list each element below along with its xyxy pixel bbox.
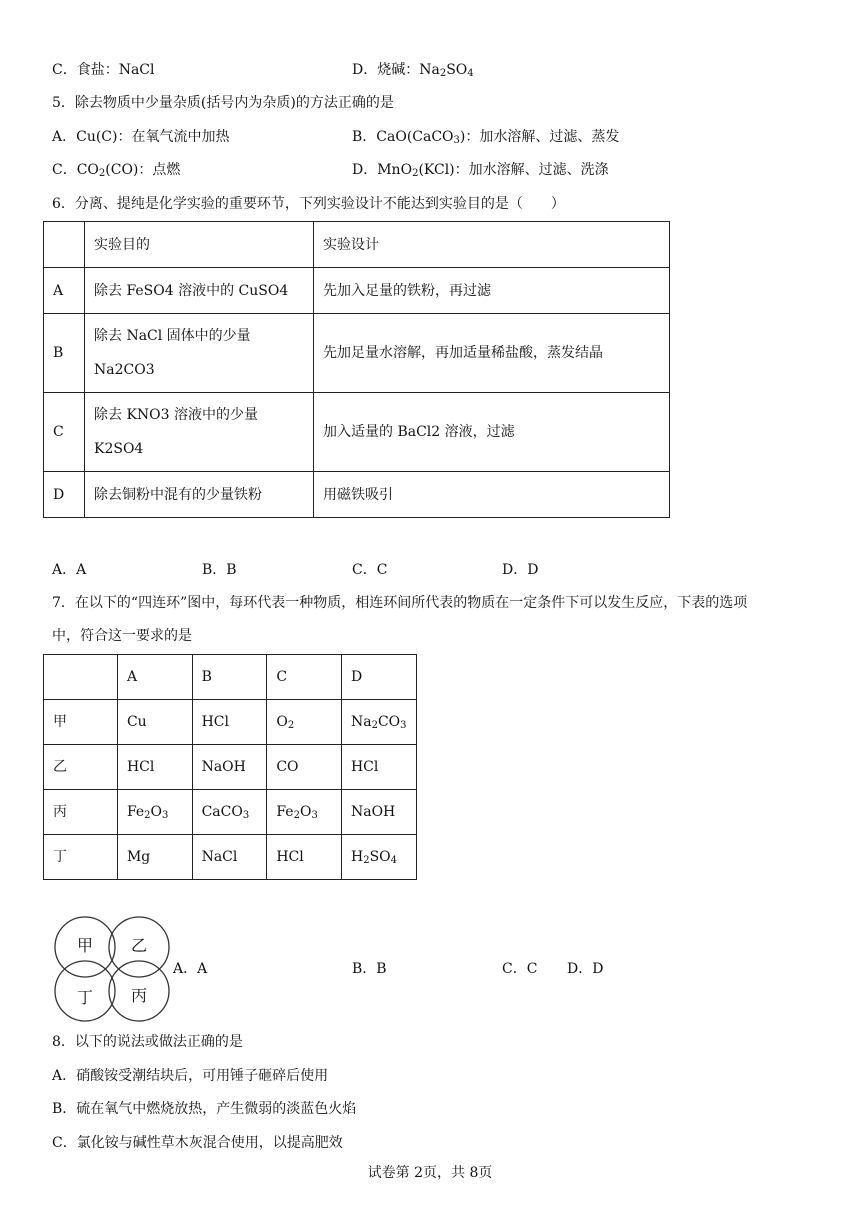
q6-table bbox=[43, 221, 670, 518]
q5-option-c bbox=[52, 160, 180, 180]
q5-c-post: (CO)：点燃 bbox=[105, 162, 181, 178]
table-cell bbox=[341, 700, 416, 745]
table-cell: CO bbox=[267, 745, 342, 790]
q4-option-d bbox=[352, 60, 474, 80]
formula-part: O bbox=[276, 714, 288, 730]
table-header: B bbox=[192, 655, 267, 700]
table-row bbox=[44, 472, 670, 518]
table-cell: 先加足量水溶解，再加适量稀盐酸，蒸发结晶 bbox=[314, 314, 670, 393]
table-cell bbox=[85, 393, 314, 472]
q7-stem-line1: 7．在以下的“四连环”图中，每环代表一种物质，相连环间所代表的物质在一定条件下可以发生反应，下表的选项 bbox=[52, 595, 748, 611]
table-cell: B bbox=[44, 314, 85, 393]
q7-option-a: A．A bbox=[173, 961, 208, 977]
q4-option-c: C．食盐：NaCl bbox=[52, 62, 155, 78]
q5-d-post: (KCl)：加水溶解、过滤、洗涤 bbox=[418, 162, 609, 178]
table-cell: HCl bbox=[267, 835, 342, 880]
row-label: 丙 bbox=[44, 790, 118, 835]
q5-b-sub: 3 bbox=[453, 135, 460, 146]
formula-part: Fe bbox=[126, 804, 145, 820]
table-header-design: 实验设计 bbox=[314, 222, 670, 268]
table-header: A bbox=[117, 655, 192, 700]
q6-option-b: B．B bbox=[202, 562, 237, 578]
table-cell bbox=[117, 790, 192, 835]
table-cell bbox=[192, 790, 267, 835]
table-cell: 除去 FeSO4 溶液中的 CuSO4 bbox=[85, 268, 314, 314]
four-rings-diagram bbox=[53, 915, 175, 1023]
table-row bbox=[44, 655, 417, 700]
q6-option-d: D．D bbox=[502, 562, 539, 578]
q5-option-a: A．Cu(C)：在氧气流中加热 bbox=[52, 129, 230, 145]
table-cell: HCl bbox=[341, 745, 416, 790]
table-cell: HCl bbox=[192, 700, 267, 745]
table-cell bbox=[85, 314, 314, 393]
table-row bbox=[44, 700, 417, 745]
formula-part: SO bbox=[369, 849, 391, 865]
q7-table bbox=[43, 654, 417, 880]
table-cell: NaOH bbox=[341, 790, 416, 835]
formula-sub: 2 bbox=[144, 810, 151, 821]
table-cell: A bbox=[44, 268, 85, 314]
table-cell: 用磁铁吸引 bbox=[314, 472, 670, 518]
table-row bbox=[44, 790, 417, 835]
q5-option-d bbox=[352, 160, 609, 180]
table-cell: D bbox=[44, 472, 85, 518]
row-label: 甲 bbox=[44, 700, 118, 745]
formula-sub: 3 bbox=[311, 810, 318, 821]
q8-option-b: B．硫在氧气中燃烧放热，产生微弱的淡蓝色火焰 bbox=[52, 1101, 357, 1117]
q5-c-sub: 2 bbox=[98, 168, 106, 179]
formula-sub: 3 bbox=[162, 810, 169, 821]
table-row bbox=[44, 745, 417, 790]
table-cell: Mg bbox=[117, 835, 192, 880]
formula-part: H bbox=[350, 849, 364, 865]
table-cell bbox=[341, 835, 416, 880]
table-cell: Cu bbox=[117, 700, 192, 745]
formula-sub: 3 bbox=[400, 720, 407, 731]
q5-option-b bbox=[352, 127, 619, 147]
formula-part: O bbox=[299, 804, 312, 820]
q5-d-pre: D．MnO bbox=[352, 162, 413, 178]
q5-b-post: )：加水溶解、过滤、蒸发 bbox=[459, 129, 620, 145]
table-cell: HCl bbox=[117, 745, 192, 790]
table-row bbox=[44, 835, 417, 880]
table-cell: NaOH bbox=[192, 745, 267, 790]
table-row bbox=[44, 393, 670, 472]
q4-d-text: D．烧碱：Na bbox=[352, 62, 440, 78]
formula-sub: 4 bbox=[390, 855, 398, 866]
formula-sub: 2 bbox=[287, 720, 295, 731]
table-cell bbox=[267, 790, 342, 835]
q6-stem: 6．分离、提纯是化学实验的重要环节，下列实验设计不能达到实验目的是（ ） bbox=[52, 196, 565, 212]
table-cell bbox=[44, 222, 85, 268]
q8-option-c: C．氯化铵与碱性草木灰混合使用，以提高肥效 bbox=[52, 1135, 343, 1151]
q5-d-sub: 2 bbox=[412, 168, 419, 179]
formula-part: Na bbox=[350, 714, 372, 730]
cell-line: 除去 NaCl 固体中的少量 bbox=[94, 328, 251, 344]
q7-stem-line2: 中，符合这一要求的是 bbox=[52, 628, 192, 644]
table-cell: NaCl bbox=[192, 835, 267, 880]
formula-part: CO bbox=[377, 714, 401, 730]
q4-d-sub2: 4 bbox=[467, 68, 474, 79]
formula-sub: 2 bbox=[293, 810, 300, 821]
q8-stem: 8．以下的说法或做法正确的是 bbox=[52, 1034, 243, 1050]
q6-option-a: A．A bbox=[52, 562, 87, 578]
cell-line: Na2CO3 bbox=[94, 362, 155, 378]
ring-label-yi: 乙 bbox=[130, 936, 148, 955]
table-header: C bbox=[267, 655, 342, 700]
row-label: 乙 bbox=[44, 745, 118, 790]
table-row bbox=[44, 314, 670, 393]
q7-option-d: D．D bbox=[567, 961, 604, 977]
table-cell: C bbox=[44, 393, 85, 472]
ring-label-jia: 甲 bbox=[76, 936, 94, 955]
q4-d-sub1: 2 bbox=[439, 68, 447, 79]
formula-sub: 3 bbox=[242, 810, 250, 821]
ring-label-bing: 丙 bbox=[130, 986, 148, 1005]
q7-option-b: B．B bbox=[352, 961, 387, 977]
formula-part: O bbox=[150, 804, 163, 820]
formula-sub: 2 bbox=[363, 855, 370, 866]
q5-c-pre: C．CO bbox=[52, 162, 99, 178]
row-label: 丁 bbox=[44, 835, 118, 880]
table-header: D bbox=[341, 655, 416, 700]
formula-sub: 2 bbox=[371, 720, 378, 731]
q8-option-a: A．硝酸铵受潮结块后，可用锤子砸碎后使用 bbox=[52, 1068, 329, 1084]
formula-part: Fe bbox=[276, 804, 294, 820]
table-cell: 先加入足量的铁粉，再过滤 bbox=[314, 268, 670, 314]
table-row bbox=[44, 222, 670, 268]
table-header-purpose: 实验目的 bbox=[85, 222, 314, 268]
ring-label-ding: 丁 bbox=[76, 988, 94, 1007]
cell-line: 除去 KNO3 溶液中的少量 bbox=[94, 407, 258, 423]
table-row bbox=[44, 268, 670, 314]
formula-part: CaCO bbox=[201, 804, 243, 820]
page-footer: 试卷第 2页，共 8页 bbox=[367, 1165, 493, 1181]
q4-d-mid: SO bbox=[446, 62, 468, 78]
cell-line: K2SO4 bbox=[94, 441, 144, 457]
q6-option-c: C．C bbox=[352, 562, 388, 578]
table-cell: 除去铜粉中混有的少量铁粉 bbox=[85, 472, 314, 518]
q5-stem: 5．除去物质中少量杂质(括号内为杂质)的方法正确的是 bbox=[52, 95, 394, 111]
q5-b-pre: B．CaO(CaCO bbox=[352, 129, 454, 145]
table-cell bbox=[267, 700, 342, 745]
q7-option-c: C．C bbox=[502, 961, 538, 977]
table-cell: 加入适量的 BaCl2 溶液，过滤 bbox=[314, 393, 670, 472]
table-cell bbox=[44, 655, 118, 700]
